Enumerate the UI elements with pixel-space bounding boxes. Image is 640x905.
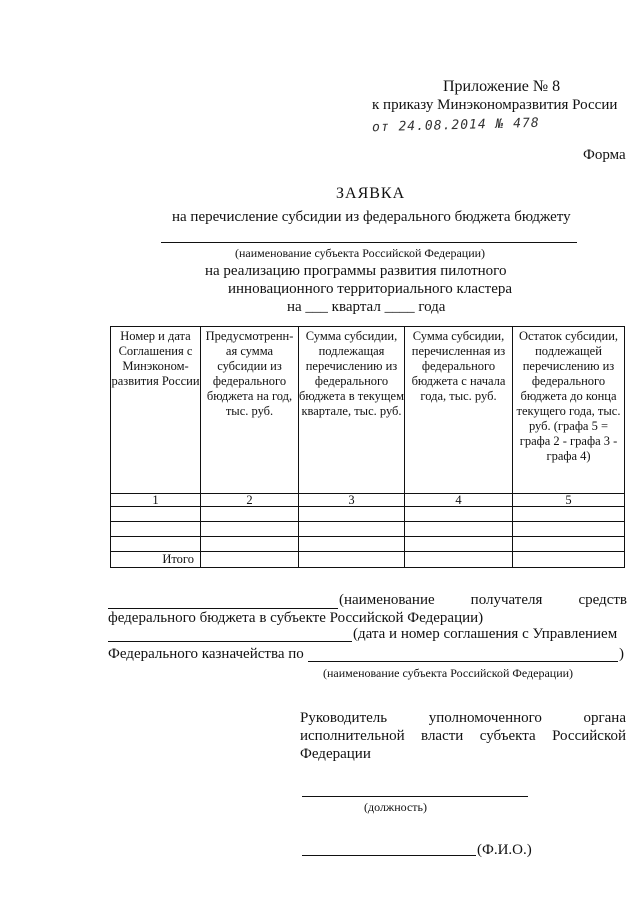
table-cell xyxy=(405,507,513,522)
table-cell xyxy=(299,552,405,568)
table-cell xyxy=(111,507,201,522)
total-row xyxy=(111,552,625,568)
header-transferred-amount: Сумма субсидии, перечисленная из федерального бюджета с начала года, тыс. руб. xyxy=(405,327,513,494)
recipient-label: (наименование получателя средств xyxy=(339,592,627,608)
table-cell xyxy=(299,537,405,552)
column-number: 5 xyxy=(513,494,625,507)
subject-name-line xyxy=(161,242,577,243)
total-label: Итого xyxy=(111,552,201,568)
treasury-close-paren: ) xyxy=(619,646,624,662)
header-planned-amount: Предусмотренн-ая сумма субсидии из федерального бюджета на год, тыс. руб. xyxy=(201,327,299,494)
table-row xyxy=(111,522,625,537)
table-cell xyxy=(405,537,513,552)
table-cell xyxy=(201,537,299,552)
column-number: 1 xyxy=(111,494,201,507)
header-remaining-amount: Остаток субсидии, подлежащей перечислению из федерального бюджета до конца текущего года, тыс. руб. (графа 5 = графа 2 - графа 3 - графа 4) xyxy=(513,327,625,494)
table-cell xyxy=(201,522,299,537)
purpose-text: на перечисление субсидии из федерального бюджета бюджету xyxy=(172,209,571,225)
name-line xyxy=(302,855,476,856)
recipient-name-line xyxy=(108,608,338,609)
table-cell xyxy=(513,507,625,522)
position-line xyxy=(302,796,528,797)
table-cell xyxy=(299,522,405,537)
form-label: Форма xyxy=(583,147,626,163)
program-line-1: на реализацию программы развития пилотного xyxy=(205,263,507,279)
table-cell xyxy=(299,507,405,522)
header-agreement: Номер и дата Соглашения с Минэконом-развития России xyxy=(111,327,201,494)
column-number: 3 xyxy=(299,494,405,507)
subsidy-table xyxy=(110,326,625,568)
position-hint: (должность) xyxy=(364,800,427,814)
agreement-line xyxy=(108,641,352,642)
table-row xyxy=(111,507,625,522)
signatory-line-1: Руководитель уполномоченного органа xyxy=(300,710,626,726)
table-cell xyxy=(513,552,625,568)
signatory-line-2: исполнительной власти субъекта Российской xyxy=(300,728,626,744)
column-number: 2 xyxy=(201,494,299,507)
table-cell xyxy=(405,522,513,537)
table-row xyxy=(111,537,625,552)
table-cell xyxy=(201,507,299,522)
table-cell xyxy=(405,552,513,568)
signatory-line-3: Федерации xyxy=(300,746,371,762)
program-line-2: инновационного территориального кластера xyxy=(228,281,513,297)
table-cell xyxy=(111,537,201,552)
order-reference: к приказу Минэкономразвития России xyxy=(372,97,618,113)
table-cell xyxy=(513,537,625,552)
agreement-label: (дата и номер соглашения с Управлением xyxy=(353,626,618,642)
table-cell xyxy=(111,522,201,537)
table-cell xyxy=(201,552,299,568)
handwritten-order-date: от 24.08.2014 № 478 xyxy=(371,115,540,136)
header-quarter-amount: Сумма субсидии, подлежащая перечислению из федерального бюджета в текущем квартале, тыс. руб. xyxy=(299,327,405,494)
period-line: на ___ квартал ____ года xyxy=(287,299,446,315)
document-title: ЗАЯВКА xyxy=(336,185,406,202)
treasury-subject-hint: (наименование субъекта Российской Федерации) xyxy=(323,666,574,680)
treasury-label: Федерального казначейства по xyxy=(108,646,304,662)
column-number: 4 xyxy=(405,494,513,507)
treasury-subject-line xyxy=(308,661,618,662)
name-hint: (Ф.И.О.) xyxy=(477,842,532,858)
column-number-row xyxy=(111,494,625,507)
appendix-number: Приложение № 8 xyxy=(443,78,561,95)
subject-name-hint: (наименование субъекта Российской Федерации) xyxy=(235,246,486,260)
recipient-label-2: федерального бюджета в субъекте Российской Федерации) xyxy=(108,610,484,626)
table-cell xyxy=(513,522,625,537)
table-header-row xyxy=(111,327,625,494)
